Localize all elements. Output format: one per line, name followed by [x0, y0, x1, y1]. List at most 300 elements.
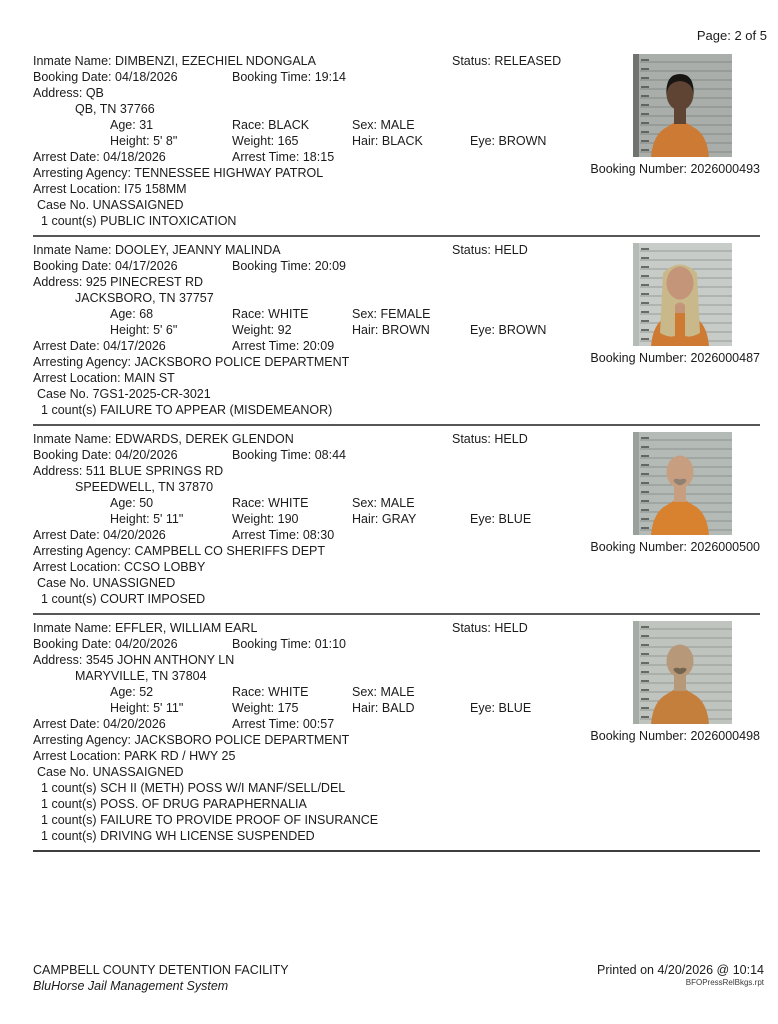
race-label: Race: [232, 118, 265, 132]
sex-field [352, 118, 415, 132]
height-value: 5' 11" [153, 512, 184, 526]
age-value: 31 [139, 118, 154, 132]
arresting-agency-value: JACKSBORO POLICE DEPARTMENT [134, 355, 350, 369]
race-value: WHITE [268, 685, 309, 699]
arrest-location-field [33, 560, 205, 574]
inmate-name-value: DIMBENZI, EZECHIEL NDONGALA [115, 54, 316, 68]
address-field [33, 275, 203, 289]
arresting-agency-field [33, 166, 323, 180]
address-row [33, 464, 578, 480]
age-label: Age: [110, 685, 136, 699]
eye-value: BROWN [498, 134, 547, 148]
page-number: Page: 2 of 5 [696, 28, 767, 43]
arrest-time-label: Arrest Time: [232, 717, 300, 731]
mugshot-photo [633, 621, 732, 724]
arrest-date-label: Arrest Date: [33, 717, 100, 731]
eye-field [470, 323, 546, 337]
charge-description: POSS. OF DRUG PARAPHERNALIA [100, 797, 307, 811]
height-weight-hair-eye-row [33, 134, 578, 150]
arrest-date-field [33, 717, 166, 731]
eye-value: BLUE [498, 701, 532, 715]
race-value: WHITE [268, 307, 309, 321]
height-weight-hair-eye-row [33, 512, 578, 528]
booking-row [33, 448, 578, 464]
arresting-agency-label: Arresting Agency: [33, 544, 131, 558]
booking-date-field [33, 259, 178, 273]
eye-label: Eye: [470, 512, 496, 526]
age-value: 52 [139, 685, 154, 699]
case-number-label: Case No. [37, 765, 90, 779]
booking-time-label: Booking Time: [232, 448, 312, 462]
arrest-location-label: Arrest Location: [33, 371, 121, 385]
sex-field [352, 685, 415, 699]
arrest-date-label: Arrest Date: [33, 150, 100, 164]
booking-time-label: Booking Time: [232, 259, 312, 273]
address-label: Address: [33, 464, 83, 478]
arrest-time-value: 18:15 [302, 150, 335, 164]
case-number-label: Case No. [37, 387, 90, 401]
case-number-row [33, 387, 578, 403]
eye-label: Eye: [470, 701, 496, 715]
charge-row [33, 781, 578, 797]
address-city-row [33, 102, 578, 118]
weight-field [232, 323, 292, 337]
charge-row [33, 829, 578, 845]
address-line2-value: JACKSBORO, TN 37757 [75, 291, 214, 305]
facility-name: CAMPBELL COUNTY DETENTION FACILITY [33, 963, 289, 977]
booking-time-value: 01:10 [314, 637, 346, 651]
charges-list [33, 403, 578, 419]
arresting-agency-label: Arresting Agency: [33, 355, 131, 369]
charge-count: 1 [41, 214, 48, 228]
hair-field [352, 512, 416, 526]
booking-number-value: 2026000487 [690, 351, 760, 365]
weight-label: Weight: [232, 701, 275, 715]
weight-field [232, 512, 299, 526]
hair-value: GRAY [381, 512, 417, 526]
case-number-field [37, 387, 211, 401]
booking-time-value: 19:14 [314, 70, 346, 84]
inmate-record [33, 615, 760, 852]
arrest-row [33, 339, 578, 355]
race-field [232, 307, 308, 321]
sex-field [352, 496, 415, 510]
address-line1-value: 3545 JOHN ANTHONY LN [85, 653, 235, 667]
arresting-agency-row [33, 733, 578, 749]
booking-row [33, 259, 578, 275]
hair-field [352, 323, 430, 337]
arrest-date-label: Arrest Date: [33, 528, 100, 542]
arresting-agency-field [33, 355, 349, 369]
booking-row [33, 637, 578, 653]
arresting-agency-value: TENNESSEE HIGHWAY PATROL [134, 166, 324, 180]
address-line1-value: 511 BLUE SPRINGS RD [85, 464, 224, 478]
case-number-value: UNASSAIGNED [92, 198, 184, 212]
charge-row [33, 214, 578, 230]
weight-value: 175 [277, 701, 299, 715]
booking-number-field [580, 351, 760, 365]
name-status-row [33, 621, 578, 637]
case-number-row [33, 576, 578, 592]
booking-number-label: Booking Number: [590, 162, 687, 176]
charge-count: 1 [41, 797, 48, 811]
eye-value: BLUE [498, 512, 532, 526]
address-city-row [33, 480, 578, 496]
race-label: Race: [232, 685, 265, 699]
address-city-row [33, 669, 578, 685]
weight-label: Weight: [232, 512, 275, 526]
height-weight-hair-eye-row [33, 701, 578, 717]
arrest-location-value: CCSO LOBBY [124, 560, 206, 574]
booking-time-value: 08:44 [314, 448, 346, 462]
case-number-label: Case No. [37, 198, 90, 212]
race-value: BLACK [268, 118, 310, 132]
arrest-row [33, 150, 578, 166]
weight-field [232, 134, 299, 148]
arrest-date-field [33, 339, 166, 353]
hair-label: Hair: [352, 512, 379, 526]
sex-label: Sex: [352, 307, 378, 321]
booking-time-field [232, 448, 346, 462]
arrest-time-field [232, 339, 334, 353]
address-line1-value: 925 PINECREST RD [85, 275, 203, 289]
mugshot-image [633, 54, 732, 157]
report-file-name: BFOPressRelBkgs.rpt [685, 978, 764, 987]
status-value: HELD [494, 243, 528, 257]
mugshot-image [633, 243, 732, 346]
status-label: Status: [452, 621, 491, 635]
height-label: Height: [110, 323, 150, 337]
booking-number-label: Booking Number: [590, 729, 687, 743]
sex-label: Sex: [352, 496, 378, 510]
arrest-date-label: Arrest Date: [33, 339, 100, 353]
charge-counts-label: count(s) [51, 781, 97, 795]
arrest-location-value: MAIN ST [124, 371, 175, 385]
booking-number-label: Booking Number: [590, 351, 687, 365]
height-field [110, 512, 183, 526]
race-field [232, 685, 308, 699]
charge-counts-label: count(s) [51, 403, 97, 417]
inmate-name-label: Inmate Name: [33, 621, 112, 635]
height-weight-hair-eye-row [33, 323, 578, 339]
sex-field [352, 307, 431, 321]
charge-count: 1 [41, 781, 48, 795]
arrest-location-row [33, 371, 578, 387]
height-value: 5' 6" [153, 323, 178, 337]
sex-label: Sex: [352, 685, 378, 699]
arrest-location-field [33, 371, 175, 385]
weight-value: 92 [277, 323, 292, 337]
case-number-label: Case No. [37, 576, 90, 590]
status-field [452, 243, 528, 257]
weight-value: 165 [277, 134, 299, 148]
booking-number-field [580, 162, 760, 176]
arrest-location-value: I75 158MM [124, 182, 187, 196]
race-value: WHITE [268, 496, 309, 510]
charge-description: FAILURE TO PROVIDE PROOF OF INSURANCE [100, 813, 379, 827]
inmate-name-label: Inmate Name: [33, 243, 112, 257]
age-field [110, 685, 153, 699]
height-field [110, 134, 177, 148]
booking-date-field [33, 637, 178, 651]
address-row [33, 86, 578, 102]
case-number-row [33, 198, 578, 214]
charge-description: FAILURE TO APPEAR (MISDEMEANOR) [100, 403, 333, 417]
charge-field [41, 829, 315, 843]
age-label: Age: [110, 307, 136, 321]
charge-counts-label: count(s) [51, 797, 97, 811]
arrest-time-label: Arrest Time: [232, 528, 300, 542]
booking-number-label: Booking Number: [590, 540, 687, 554]
charge-row [33, 403, 578, 419]
status-value: HELD [494, 621, 528, 635]
status-field [452, 54, 561, 68]
hair-label: Hair: [352, 134, 379, 148]
inmate-name-value: EFFLER, WILLIAM EARL [115, 621, 258, 635]
status-label: Status: [452, 243, 491, 257]
inmate-details [33, 621, 578, 845]
status-label: Status: [452, 54, 491, 68]
status-value: RELEASED [494, 54, 562, 68]
arresting-agency-field [33, 733, 349, 747]
eye-label: Eye: [470, 323, 496, 337]
photo-column [580, 432, 760, 554]
inmate-name-field [33, 432, 294, 446]
age-field [110, 307, 153, 321]
charge-counts-label: count(s) [51, 214, 97, 228]
age-field [110, 118, 153, 132]
case-number-field [37, 198, 184, 212]
arrest-time-field [232, 150, 334, 164]
arrest-date-value: 04/17/2026 [103, 339, 166, 353]
race-field [232, 118, 309, 132]
inmate-name-label: Inmate Name: [33, 432, 112, 446]
height-label: Height: [110, 701, 150, 715]
arrest-location-row [33, 749, 578, 765]
arrest-location-row [33, 182, 578, 198]
charge-counts-label: count(s) [51, 829, 97, 843]
weight-value: 190 [277, 512, 299, 526]
arresting-agency-row [33, 544, 578, 560]
name-status-row [33, 243, 578, 259]
inmate-name-field [33, 621, 257, 635]
address-line2-value: QB, TN 37766 [75, 102, 155, 116]
charge-count: 1 [41, 829, 48, 843]
eye-label: Eye: [470, 134, 496, 148]
charge-field [41, 813, 378, 827]
arrest-time-value: 08:30 [302, 528, 335, 542]
arrest-row [33, 717, 578, 733]
address-city-row [33, 291, 578, 307]
age-race-sex-row [33, 118, 578, 134]
hair-field [352, 701, 415, 715]
height-field [110, 323, 177, 337]
inmate-details [33, 432, 578, 608]
race-label: Race: [232, 307, 265, 321]
case-number-value: 7GS1-2025-CR-3021 [92, 387, 211, 401]
charges-list [33, 781, 578, 845]
arresting-agency-row [33, 166, 578, 182]
age-race-sex-row [33, 496, 578, 512]
age-value: 50 [139, 496, 154, 510]
age-field [110, 496, 153, 510]
inmate-name-field [33, 54, 316, 68]
weight-label: Weight: [232, 323, 275, 337]
arresting-agency-label: Arresting Agency: [33, 166, 131, 180]
case-number-value: UNASSAIGNED [92, 765, 184, 779]
charge-counts-label: count(s) [51, 813, 97, 827]
race-field [232, 496, 308, 510]
booking-time-value: 20:09 [314, 259, 346, 273]
footer-right [597, 962, 764, 988]
inmate-details [33, 54, 578, 230]
age-race-sex-row [33, 307, 578, 323]
booking-date-value: 04/17/2026 [115, 259, 178, 273]
footer-left [33, 962, 289, 994]
charges-list [33, 214, 578, 230]
inmate-name-value: EDWARDS, DEREK GLENDON [115, 432, 294, 446]
booking-number-field [580, 729, 760, 743]
arresting-agency-row [33, 355, 578, 371]
inmate-details [33, 243, 578, 419]
hair-label: Hair: [352, 701, 379, 715]
booking-date-label: Booking Date: [33, 448, 112, 462]
page-footer [33, 962, 764, 994]
case-number-value: UNASSIGNED [92, 576, 176, 590]
arrest-time-label: Arrest Time: [232, 150, 300, 164]
arresting-agency-value: JACKSBORO POLICE DEPARTMENT [134, 733, 350, 747]
height-label: Height: [110, 134, 150, 148]
height-label: Height: [110, 512, 150, 526]
eye-value: BROWN [498, 323, 547, 337]
age-race-sex-row [33, 685, 578, 701]
sex-value: MALE [380, 118, 415, 132]
inmate-name-field [33, 243, 281, 257]
inmate-records-list [33, 48, 760, 852]
inmate-record [33, 237, 760, 426]
booking-date-label: Booking Date: [33, 259, 112, 273]
charge-description: DRIVING WH LICENSE SUSPENDED [100, 829, 315, 843]
inmate-record [33, 426, 760, 615]
case-number-row [33, 765, 578, 781]
arrest-date-value: 04/20/2026 [103, 717, 166, 731]
name-status-row [33, 54, 578, 70]
eye-field [470, 512, 531, 526]
status-field [452, 621, 528, 635]
arresting-agency-label: Arresting Agency: [33, 733, 131, 747]
hair-value: BLACK [381, 134, 423, 148]
booking-date-label: Booking Date: [33, 637, 112, 651]
case-number-field [37, 576, 175, 590]
sex-label: Sex: [352, 118, 378, 132]
booking-time-label: Booking Time: [232, 637, 312, 651]
address-line2-value: MARYVILLE, TN 37804 [75, 669, 207, 683]
case-number-field [37, 765, 184, 779]
arrest-location-row [33, 560, 578, 576]
arrest-date-value: 04/18/2026 [103, 150, 166, 164]
arresting-agency-value: CAMPBELL CO SHERIFFS DEPT [134, 544, 325, 558]
booking-date-label: Booking Date: [33, 70, 112, 84]
name-status-row [33, 432, 578, 448]
mugshot-photo [633, 54, 732, 157]
sex-value: MALE [380, 685, 415, 699]
charge-count: 1 [41, 403, 48, 417]
sex-value: MALE [380, 496, 415, 510]
arrest-time-field [232, 528, 334, 542]
charge-count: 1 [41, 592, 48, 606]
arrest-location-field [33, 182, 187, 196]
arrest-date-value: 04/20/2026 [103, 528, 166, 542]
charge-row [33, 813, 578, 829]
address-label: Address: [33, 275, 83, 289]
booking-time-label: Booking Time: [232, 70, 312, 84]
photo-column [580, 243, 760, 365]
charge-field [41, 403, 332, 417]
charge-field [41, 592, 205, 606]
booking-time-field [232, 259, 346, 273]
mugshot-image [633, 621, 732, 724]
charge-description: COURT IMPOSED [100, 592, 206, 606]
charge-field [41, 797, 307, 811]
charges-list [33, 592, 578, 608]
arresting-agency-field [33, 544, 325, 558]
age-label: Age: [110, 118, 136, 132]
arrest-time-value: 20:09 [302, 339, 335, 353]
height-field [110, 701, 183, 715]
weight-label: Weight: [232, 134, 275, 148]
inmate-name-label: Inmate Name: [33, 54, 112, 68]
charge-counts-label: count(s) [51, 592, 97, 606]
charge-row [33, 592, 578, 608]
arrest-location-label: Arrest Location: [33, 749, 121, 763]
arrest-date-field [33, 528, 166, 542]
eye-field [470, 701, 531, 715]
booking-number-value: 2026000493 [690, 162, 760, 176]
address-row [33, 653, 578, 669]
hair-value: BALD [381, 701, 415, 715]
charge-count: 1 [41, 813, 48, 827]
address-field [33, 86, 104, 100]
booking-number-value: 2026000498 [690, 729, 760, 743]
arrest-location-field [33, 749, 235, 763]
mugshot-image [633, 432, 732, 535]
arrest-date-field [33, 150, 166, 164]
inmate-name-value: DOOLEY, JEANNY MALINDA [115, 243, 281, 257]
weight-field [232, 701, 299, 715]
address-line1-value: QB [85, 86, 104, 100]
charge-row [33, 797, 578, 813]
status-value: HELD [494, 432, 528, 446]
sex-value: FEMALE [380, 307, 431, 321]
charge-field [41, 781, 345, 795]
arrest-location-label: Arrest Location: [33, 560, 121, 574]
arrest-location-label: Arrest Location: [33, 182, 121, 196]
booking-time-field [232, 637, 346, 651]
booking-date-value: 04/18/2026 [115, 70, 178, 84]
status-field [452, 432, 528, 446]
printed-timestamp: Printed on 4/20/2026 @ 10:14 [597, 963, 764, 977]
age-label: Age: [110, 496, 136, 510]
booking-date-field [33, 448, 178, 462]
hair-value: BROWN [381, 323, 430, 337]
booking-date-value: 04/20/2026 [115, 448, 178, 462]
booking-date-value: 04/20/2026 [115, 637, 178, 651]
age-value: 68 [139, 307, 154, 321]
address-label: Address: [33, 653, 83, 667]
booking-number-field [580, 540, 760, 554]
address-field [33, 464, 223, 478]
arrest-time-label: Arrest Time: [232, 339, 300, 353]
